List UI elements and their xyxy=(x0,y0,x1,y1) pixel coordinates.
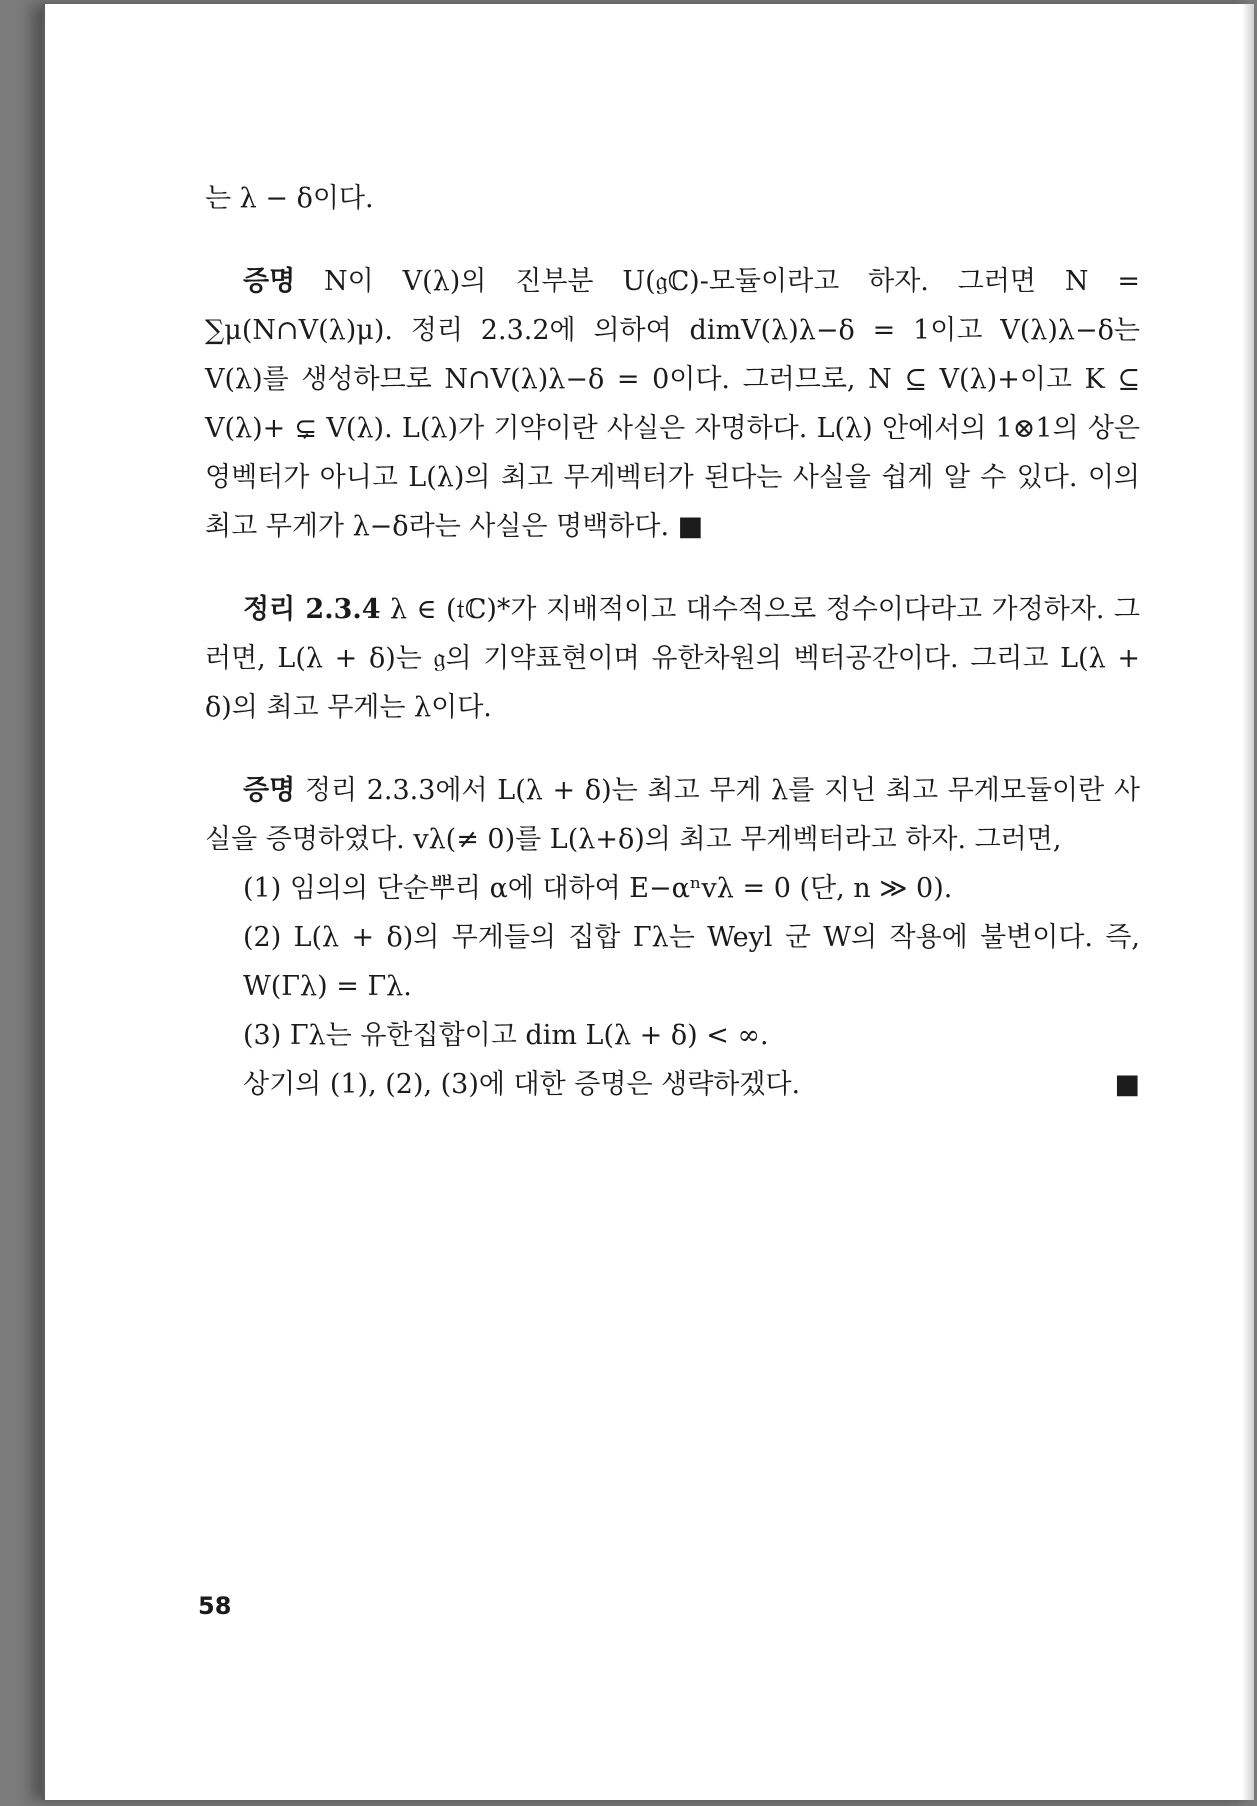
proof-2-item-1: (1) 임의의 단순뿌리 α에 대하여 E−αⁿvλ = 0 (단, n ≫ 0). xyxy=(243,873,953,904)
page-number: 58 xyxy=(198,1592,232,1620)
qed-symbol: ■ xyxy=(677,511,704,542)
page-content xyxy=(205,174,1140,1109)
proof-2 xyxy=(205,766,1140,864)
proof-1 xyxy=(205,257,1140,551)
page-edge xyxy=(1242,4,1254,1800)
proof-2-closing: 상기의 (1), (2), (3)에 대한 증명은 생략하겠다. xyxy=(243,1069,801,1100)
theorem-label: 정리 2.3.4 xyxy=(243,594,381,625)
proof-2-item-3: (3) Γλ는 유한집합이고 dim L(λ + δ) < ∞. xyxy=(243,1020,769,1051)
theorem-body: λ ∈ (𝔱ℂ)*가 지배적이고 대수적으로 정수이다라고 가정하자. 그러면, L(λ + δ)는 𝔤의 기약표현이며 유한차원의 벡터공간이다. 그리고 L(λ + δ)의 최고 무게는 λ이다. xyxy=(205,594,1140,723)
proof-2-closing-row xyxy=(205,1060,1140,1109)
intro-line: 는 λ − δ이다. xyxy=(205,183,374,214)
qed-symbol: ■ xyxy=(1114,1069,1140,1100)
proof-1-body: N이 V(λ)의 진부분 U(𝔤ℂ)-모듈이라고 하자. 그러면 N = ∑μ(N∩V(λ)μ). 정리 2.3.2에 의하여 dimV(λ)λ−δ = 1이고 V(λ)λ−δ는 V(λ)를 생성하므로 N∩V(λ)λ−δ = 0이다. 그러므로, N ⊆ V(λ)+이고 K ⊆ V(λ)+ ⊊ V(λ). L(λ)가 기약이란 사실은 자명하다. L(λ) 안에서의 1⊗1의 상은 영벡터가 아니고 L(λ)의 최고 무게벡터가 된다는 사실을 쉽게 알 수 있다. 이의 최고 무게가 λ−δ라는 사실은 명백하다. xyxy=(205,266,1140,542)
proof-2-label: 증명 xyxy=(243,775,296,806)
theorem-2-3-4 xyxy=(205,585,1140,732)
book-page xyxy=(42,4,1254,1800)
proof-2-body: 정리 2.3.3에서 L(λ + δ)는 최고 무게 λ를 지닌 최고 무게모듈이란 사실을 증명하였다. vλ(≠ 0)를 L(λ+δ)의 최고 무게벡터라고 하자. 그러면, xyxy=(205,775,1140,855)
proof-1-label: 증명 xyxy=(243,266,296,297)
proof-2-item-2: (2) L(λ + δ)의 무게들의 집합 Γλ는 Weyl 군 W의 작용에 불변이다. 즉, W(Γλ) = Γλ. xyxy=(243,922,1140,1002)
